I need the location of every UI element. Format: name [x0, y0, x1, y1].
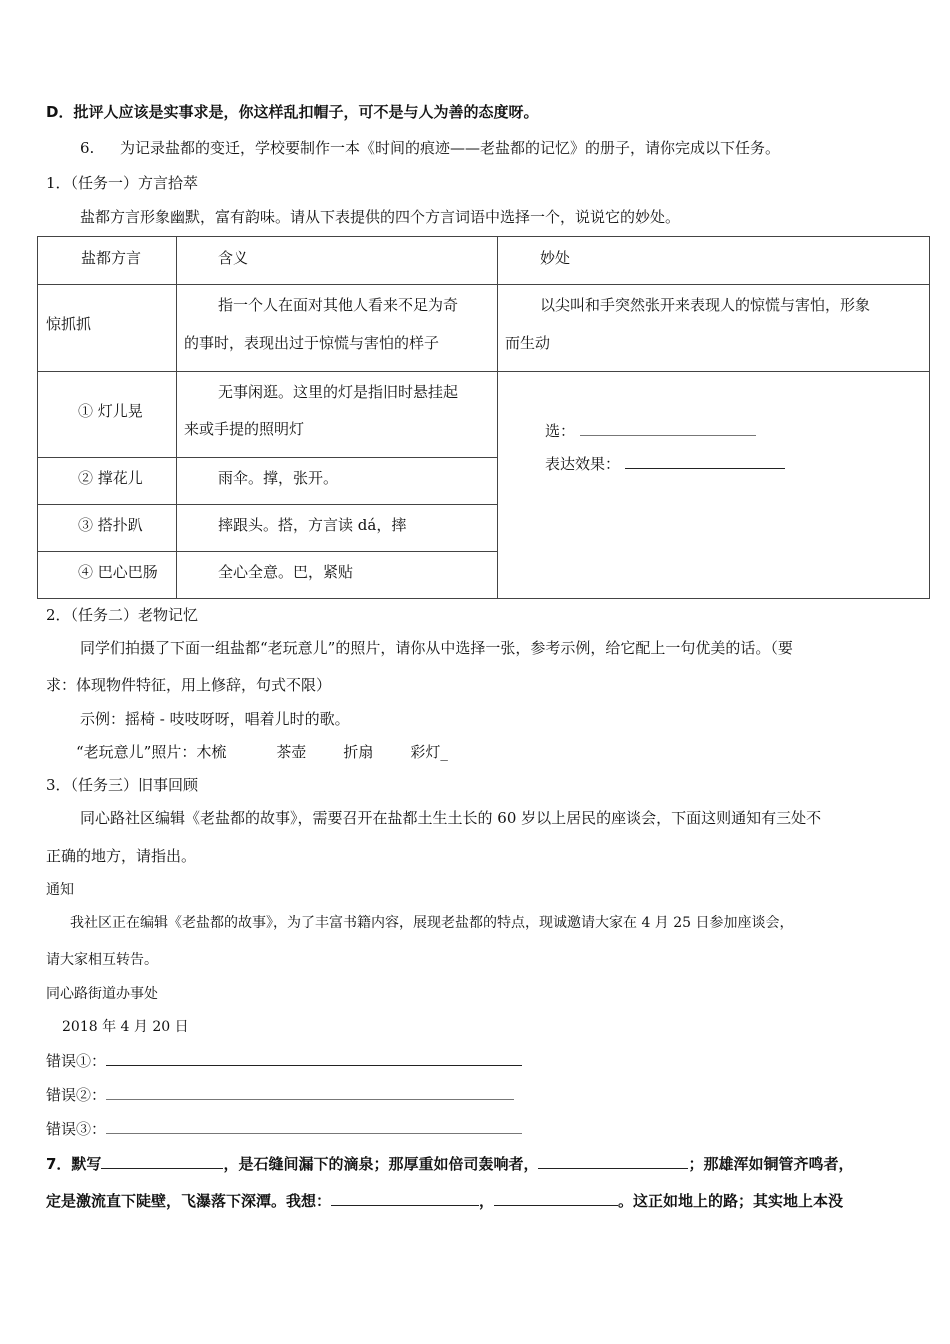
q7-blank-3[interactable]: [331, 1190, 479, 1206]
error-3-blank[interactable]: [106, 1118, 522, 1134]
error-3: [46, 1118, 522, 1139]
q7-text-2: ；那雄浑如铜管齐鸣者，: [688, 1155, 854, 1173]
error-3-label: 错误③：: [46, 1120, 107, 1138]
q7-blank-4[interactable]: [494, 1190, 618, 1206]
question-6-text: 为记录盐都的变迁，学校要制作一本《时间的痕迹——老盐都的记忆》的册子，请你完成以下任务。: [120, 139, 781, 157]
answer-choice-blank[interactable]: [580, 420, 756, 436]
answer-effect-label: 表达效果：: [545, 455, 621, 473]
error-1: [46, 1050, 522, 1071]
option-d-text: 批评人应该是实事求是，你这样乱扣帽子，可不是与人为善的态度呀。: [73, 103, 539, 121]
meaning-3: 摔跟头。搭，方言读 dá，摔: [218, 516, 407, 534]
example-dialect: 惊抓抓: [46, 315, 92, 333]
dialect-1: ① 灯儿晃: [78, 402, 143, 420]
question-6-intro: [80, 138, 780, 158]
q7-text-3: 定是激流直下陡壁，飞瀑落下深潭。我想：: [46, 1192, 332, 1210]
photo-fan: 折扇: [343, 743, 374, 761]
error-2: [46, 1084, 514, 1105]
example-merit-line2: 而生动: [505, 334, 551, 352]
question-number: 6.: [80, 139, 95, 157]
error-1-label: 错误①：: [46, 1052, 107, 1070]
notice-body-line1: 我社区正在编辑《老盐都的故事》，为了丰富书籍内容，展现老盐都的特点，现诚邀请大家在 4 月 25 日参加座谈会，: [70, 915, 794, 931]
task1-prompt: 盐都方言形象幽默，富有韵味。请从下表提供的四个方言词语中选择一个，说说它的妙处。: [80, 208, 681, 226]
notice-body-line2: 请大家相互转告。: [46, 952, 158, 968]
dialect-3: ③ 搭扑趴: [78, 516, 143, 534]
meaning-4: 全心全意。巴，紧贴: [218, 563, 354, 581]
task2-example: 示例：摇椅 - 吱吱呀呀，唱着儿时的歌。: [80, 710, 350, 728]
example-meaning-line2: 的事时，表现出过于惊慌与害怕的样子: [184, 334, 440, 352]
dialect-2: ② 撑花儿: [78, 469, 143, 487]
question-7-number: 7．默写: [46, 1155, 102, 1173]
example-merit-line1: 以尖叫和手突然张开来表现人的惊慌与害怕，形象: [540, 296, 871, 314]
option-d: [46, 102, 538, 122]
header-meaning: 含义: [218, 249, 249, 267]
photo-lantern: 彩灯_: [410, 743, 448, 761]
option-d-label: D．: [46, 103, 74, 121]
task2-prompt-line1: 同学们拍摄了下面一组盐都“老玩意儿”的照片，请你从中选择一张，参考示例，给它配上一句优美的话。（要: [80, 639, 793, 657]
header-dialect: 盐都方言: [81, 249, 142, 267]
example-meaning-line1: 指一个人在面对其他人看来不足为奇: [218, 296, 459, 314]
error-2-label: 错误②：: [46, 1086, 107, 1104]
error-2-blank[interactable]: [106, 1084, 514, 1100]
notice-date: 2018 年 4 月 20 日: [62, 1019, 189, 1035]
photo-teapot: 茶壶: [276, 743, 307, 761]
photo-comb: 木梳: [196, 743, 227, 761]
notice-signature: 同心路街道办事处: [46, 986, 158, 1002]
question-7-line1: [46, 1153, 853, 1174]
q7-text-4: ，: [479, 1192, 495, 1210]
task3-prompt-line1: 同心路社区编辑《老盐都的故事》，需要召开在盐都土生土长的 60 岁以上居民的座谈会，下面这则通知有三处不: [80, 809, 822, 827]
q7-blank-2[interactable]: [538, 1153, 688, 1169]
question-7-line2: [46, 1190, 843, 1211]
error-1-blank[interactable]: [106, 1050, 522, 1066]
q7-text-1: ，是石缝间漏下的滴泉；那厚重如倍司轰响者，: [223, 1155, 539, 1173]
answer-choice-label: 选：: [545, 422, 576, 440]
notice-title: 通知: [46, 882, 74, 898]
meaning-1-line1: 无事闲逛。这里的灯是指旧时悬挂起: [218, 383, 459, 401]
q7-text-5: 。这正如地上的路；其实地上本没: [618, 1192, 844, 1210]
task3-title: 3．（任务三）旧事回顾: [46, 776, 199, 794]
task2-photos: [76, 742, 448, 762]
meaning-1-line2: 来或手提的照明灯: [184, 420, 305, 438]
answer-effect-blank[interactable]: [625, 453, 785, 469]
task3-prompt-line2: 正确的地方，请指出。: [46, 847, 197, 865]
q7-blank-1[interactable]: [101, 1153, 223, 1169]
task1-title: 1．（任务一）方言拾萃: [46, 174, 199, 192]
dialect-4: ④ 巴心巴肠: [78, 563, 158, 581]
meaning-2: 雨伞。撑，张开。: [218, 469, 339, 487]
answer-effect: [545, 445, 785, 483]
task2-title: 2．（任务二）老物记忆: [46, 606, 199, 624]
dialect-table: [37, 236, 930, 599]
header-merit: 妙处: [540, 249, 571, 267]
photos-label: “老玩意儿”照片：: [76, 743, 197, 761]
task2-prompt-line2: 求：体现物件特征，用上修辞，句式不限）: [46, 676, 332, 694]
